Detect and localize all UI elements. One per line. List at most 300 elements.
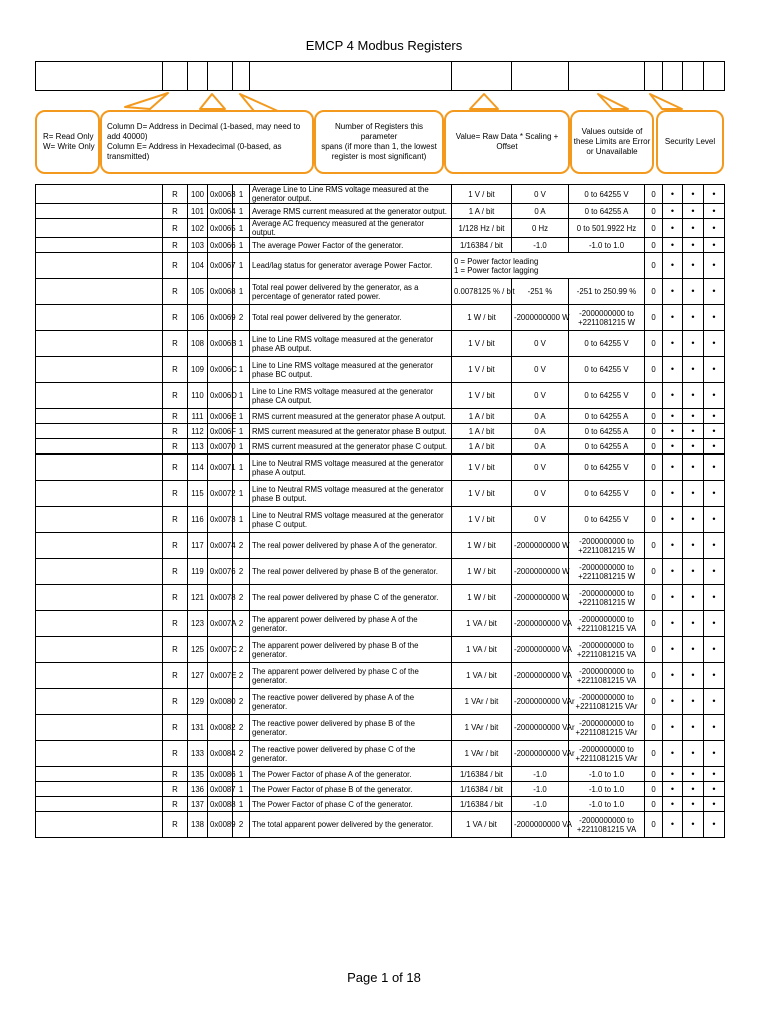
description-cell: The apparent power delivered by phase A of the generator. bbox=[250, 611, 452, 637]
security-dot-cell bbox=[663, 253, 683, 279]
security-dot-cell bbox=[663, 219, 683, 238]
offset-cell: -2000000000 W bbox=[512, 585, 569, 611]
bullet-icon: • bbox=[712, 205, 716, 216]
hex-address-cell: 0x0088 bbox=[208, 797, 233, 812]
security-dot-cell bbox=[683, 279, 704, 305]
access-cell: R bbox=[163, 559, 188, 585]
hex-address-cell: 0x0071 bbox=[208, 454, 233, 481]
header-cell bbox=[36, 62, 163, 91]
header-cell bbox=[208, 62, 233, 91]
offset-cell: -2000000000 VAr bbox=[512, 715, 569, 741]
offset-cell: -2000000000 W bbox=[512, 559, 569, 585]
security-dot-cell bbox=[663, 204, 683, 219]
bullet-icon: • bbox=[670, 819, 675, 829]
bullet-icon: • bbox=[712, 364, 716, 374]
security-dot-cell bbox=[683, 637, 704, 663]
bullet-icon: • bbox=[712, 338, 716, 348]
decimal-address-cell: 106 bbox=[188, 305, 208, 331]
bullet-icon: • bbox=[670, 768, 675, 779]
hex-address-cell: 0x007A bbox=[208, 611, 233, 637]
bullet-icon: • bbox=[712, 768, 716, 779]
scaling-cell: 1 W / bit bbox=[452, 533, 512, 559]
scaling-cell: 1 V / bit bbox=[452, 357, 512, 383]
scaling-cell: 1 VA / bit bbox=[452, 637, 512, 663]
scaling-cell: 1 V / bit bbox=[452, 185, 512, 204]
access-cell: R bbox=[163, 533, 188, 559]
scaling-cell: 1/16384 / bit bbox=[452, 238, 512, 253]
offset-cell: 0 V bbox=[512, 185, 569, 204]
range-cell: -2000000000 to +2211081215 VAr bbox=[569, 715, 645, 741]
security-dot-cell bbox=[683, 253, 704, 279]
blank-cell bbox=[36, 409, 163, 424]
scaling-cell: 1 W / bit bbox=[452, 559, 512, 585]
access-cell: R bbox=[163, 305, 188, 331]
access-cell: R bbox=[163, 585, 188, 611]
scaling-cell: 1 A / bit bbox=[452, 409, 512, 424]
offset-cell: 0 A bbox=[512, 439, 569, 455]
table-row bbox=[36, 559, 725, 585]
security-dot-cell bbox=[683, 204, 704, 219]
security-dot-cell bbox=[663, 305, 683, 331]
access-cell: R bbox=[163, 767, 188, 782]
table-row bbox=[36, 204, 725, 219]
bullet-icon: • bbox=[670, 540, 675, 550]
security-callout bbox=[656, 110, 724, 174]
description-cell: Average AC frequency measured at the generator output. bbox=[250, 219, 452, 238]
bullet-icon: • bbox=[691, 696, 695, 706]
offset-cell: 0 V bbox=[512, 357, 569, 383]
blank-cell bbox=[36, 185, 163, 204]
bullet-icon: • bbox=[712, 440, 716, 451]
bullet-icon: • bbox=[670, 425, 675, 436]
access-cell: R bbox=[163, 204, 188, 219]
decimal-address-cell: 135 bbox=[188, 767, 208, 782]
register-count-cell: 1 bbox=[233, 481, 250, 507]
blank-cell bbox=[36, 715, 163, 741]
offset-cell: -1.0 bbox=[512, 238, 569, 253]
header-cell bbox=[645, 62, 663, 91]
security-dot-cell bbox=[683, 689, 704, 715]
bullet-icon: • bbox=[712, 748, 716, 758]
decimal-address-cell: 109 bbox=[188, 357, 208, 383]
offset-cell: -2000000000 W bbox=[512, 533, 569, 559]
page-title: EMCP 4 Modbus Registers bbox=[305, 38, 463, 53]
security-dot-cell bbox=[704, 533, 725, 559]
security-dot-cell bbox=[663, 331, 683, 357]
range-cell: -2000000000 to +2211081215 VA bbox=[569, 637, 645, 663]
hex-address-cell: 0x0086 bbox=[208, 767, 233, 782]
range-cell: -1.0 to 1.0 bbox=[569, 238, 645, 253]
description-cell: Line to Neutral RMS voltage measured at the generator phase C output. bbox=[250, 507, 452, 533]
access-cell: R bbox=[163, 409, 188, 424]
scaling-cell: 1/16384 / bit bbox=[452, 767, 512, 782]
bullet-icon: • bbox=[712, 540, 716, 550]
raw-data-cell: 0 = Power factor leading 1 = Power factor lagging bbox=[452, 253, 645, 279]
security-dot-cell bbox=[704, 305, 725, 331]
description-cell: Average RMS current measured at the generator output. bbox=[250, 204, 452, 219]
range-cell: -1.0 to 1.0 bbox=[569, 782, 645, 797]
security-dot-cell bbox=[683, 357, 704, 383]
bullet-icon: • bbox=[691, 670, 695, 680]
security-dot-cell bbox=[663, 797, 683, 812]
table-row bbox=[36, 689, 725, 715]
security-dot-cell bbox=[683, 331, 704, 357]
hex-address-cell: 0x0089 bbox=[208, 812, 233, 838]
access-cell: R bbox=[163, 357, 188, 383]
blank-cell bbox=[36, 481, 163, 507]
security-dot-cell bbox=[683, 481, 704, 507]
offset-cell: -251 % bbox=[512, 279, 569, 305]
bullet-icon: • bbox=[691, 425, 695, 436]
table-row bbox=[36, 185, 725, 204]
access-callout bbox=[35, 110, 100, 174]
range-cell: 0 to 64255 V bbox=[569, 357, 645, 383]
blank-cell bbox=[36, 204, 163, 219]
decimal-address-cell: 114 bbox=[188, 454, 208, 481]
access-cell: R bbox=[163, 185, 188, 204]
scaling-cell: 1 V / bit bbox=[452, 454, 512, 481]
security-dot-cell bbox=[663, 279, 683, 305]
register-count-cell: 1 bbox=[233, 219, 250, 238]
table-row bbox=[36, 741, 725, 767]
bullet-icon: • bbox=[712, 696, 716, 706]
security-min-cell: 0 bbox=[645, 559, 663, 585]
hex-address-cell: 0x0076 bbox=[208, 559, 233, 585]
bullet-icon: • bbox=[691, 205, 695, 216]
offset-cell: 0 Hz bbox=[512, 219, 569, 238]
bullet-icon: • bbox=[670, 783, 675, 794]
description-cell: The reactive power delivered by phase C of the generator. bbox=[250, 741, 452, 767]
access-legend-text: R= Read Only W= Write Only bbox=[43, 132, 95, 151]
security-dot-cell bbox=[683, 424, 704, 439]
security-min-cell: 0 bbox=[645, 383, 663, 409]
bullet-icon: • bbox=[712, 286, 716, 296]
range-cell: -2000000000 to +2211081215 VA bbox=[569, 611, 645, 637]
blank-cell bbox=[36, 741, 163, 767]
register-count-cell: 1 bbox=[233, 253, 250, 279]
description-cell: The Power Factor of phase C of the generator. bbox=[250, 797, 452, 812]
bullet-icon: • bbox=[712, 222, 716, 233]
offset-cell: 0 V bbox=[512, 507, 569, 533]
range-cell: 0 to 64255 A bbox=[569, 204, 645, 219]
security-min-cell: 0 bbox=[645, 611, 663, 637]
security-dot-cell bbox=[683, 185, 704, 204]
header-cell bbox=[233, 62, 250, 91]
security-min-cell: 0 bbox=[645, 219, 663, 238]
bullet-icon: • bbox=[670, 205, 675, 216]
table-row bbox=[36, 637, 725, 663]
register-count-cell: 2 bbox=[233, 715, 250, 741]
table-row bbox=[36, 533, 725, 559]
decimal-address-cell: 121 bbox=[188, 585, 208, 611]
table-row bbox=[36, 481, 725, 507]
blank-cell bbox=[36, 689, 163, 715]
security-dot-cell bbox=[683, 782, 704, 797]
range-cell: 0 to 64255 V bbox=[569, 454, 645, 481]
access-cell: R bbox=[163, 689, 188, 715]
offset-cell: -1.0 bbox=[512, 797, 569, 812]
header-cell bbox=[569, 62, 645, 91]
register-count-cell: 2 bbox=[233, 637, 250, 663]
decimal-address-cell: 116 bbox=[188, 507, 208, 533]
decimal-address-cell: 138 bbox=[188, 812, 208, 838]
bullet-icon: • bbox=[670, 239, 675, 250]
bullet-icon: • bbox=[670, 222, 675, 233]
bullet-icon: • bbox=[712, 260, 716, 270]
hex-address-cell: 0x0064 bbox=[208, 204, 233, 219]
description-cell: Line to Neutral RMS voltage measured at the generator phase B output. bbox=[250, 481, 452, 507]
security-min-cell: 0 bbox=[645, 741, 663, 767]
register-count-cell: 2 bbox=[233, 741, 250, 767]
table-row bbox=[36, 797, 725, 812]
security-min-cell: 0 bbox=[645, 637, 663, 663]
hex-address-cell: 0x0067 bbox=[208, 253, 233, 279]
range-cell: -2000000000 to +2211081215 W bbox=[569, 559, 645, 585]
decimal-address-cell: 110 bbox=[188, 383, 208, 409]
table-row bbox=[36, 715, 725, 741]
hex-address-cell: 0x006B bbox=[208, 331, 233, 357]
description-cell: RMS current measured at the generator phase B output. bbox=[250, 424, 452, 439]
range-cell: 0 to 64255 A bbox=[569, 439, 645, 455]
range-cell: -2000000000 to +2211081215 VA bbox=[569, 663, 645, 689]
table-row bbox=[36, 331, 725, 357]
scaling-cell: 0.0078125 % / bit bbox=[452, 279, 512, 305]
description-cell: The apparent power delivered by phase B of the generator. bbox=[250, 637, 452, 663]
page-number: Page 1 of 18 bbox=[347, 970, 421, 985]
blank-cell bbox=[36, 357, 163, 383]
range-cell: -2000000000 to +2211081215 VA bbox=[569, 812, 645, 838]
security-dot-cell bbox=[663, 481, 683, 507]
register-count-cell: 2 bbox=[233, 305, 250, 331]
blank-cell bbox=[36, 219, 163, 238]
blank-cell bbox=[36, 439, 163, 455]
security-dot-cell bbox=[704, 331, 725, 357]
security-min-cell: 0 bbox=[645, 424, 663, 439]
range-cell: -2000000000 to +2211081215 W bbox=[569, 585, 645, 611]
range-cell: 0 to 64255 V bbox=[569, 507, 645, 533]
hex-address-cell: 0x006F bbox=[208, 424, 233, 439]
bullet-icon: • bbox=[691, 488, 695, 498]
blank-cell bbox=[36, 279, 163, 305]
decimal-address-cell: 108 bbox=[188, 331, 208, 357]
access-cell: R bbox=[163, 663, 188, 689]
hex-address-cell: 0x006C bbox=[208, 357, 233, 383]
security-dot-cell bbox=[704, 741, 725, 767]
security-dot-cell bbox=[704, 219, 725, 238]
bullet-icon: • bbox=[670, 696, 675, 706]
register-count-cell: 2 bbox=[233, 812, 250, 838]
access-cell: R bbox=[163, 611, 188, 637]
bullet-icon: • bbox=[691, 260, 695, 270]
access-cell: R bbox=[163, 481, 188, 507]
blank-cell bbox=[36, 767, 163, 782]
register-count-cell: 2 bbox=[233, 585, 250, 611]
table-row bbox=[36, 663, 725, 689]
table-row bbox=[36, 585, 725, 611]
security-dot-cell bbox=[663, 357, 683, 383]
range-cell: -2000000000 to +2211081215 W bbox=[569, 305, 645, 331]
header-cell bbox=[663, 62, 683, 91]
security-dot-cell bbox=[683, 409, 704, 424]
offset-cell: -1.0 bbox=[512, 767, 569, 782]
bullet-icon: • bbox=[691, 618, 695, 628]
security-dot-cell bbox=[683, 585, 704, 611]
decimal-address-cell: 111 bbox=[188, 409, 208, 424]
description-cell: Total real power delivered by the generator, as a percentage of generator rated power. bbox=[250, 279, 452, 305]
decimal-address-cell: 125 bbox=[188, 637, 208, 663]
decimal-address-cell: 102 bbox=[188, 219, 208, 238]
value-legend-text: Value= Raw Data * Scaling + Offset bbox=[455, 132, 559, 151]
scaling-cell: 1 VA / bit bbox=[452, 663, 512, 689]
range-cell: 0 to 64255 V bbox=[569, 185, 645, 204]
table-row bbox=[36, 383, 725, 409]
security-min-cell: 0 bbox=[645, 663, 663, 689]
register-rows bbox=[36, 185, 725, 838]
register-count-cell: 1 bbox=[233, 279, 250, 305]
description-cell: Lead/lag status for generator average Power Factor. bbox=[250, 253, 452, 279]
offset-cell: -1.0 bbox=[512, 782, 569, 797]
bullet-icon: • bbox=[670, 188, 675, 199]
security-dot-cell bbox=[663, 383, 683, 409]
offset-cell: 0 V bbox=[512, 331, 569, 357]
range-cell: 0 to 64255 A bbox=[569, 409, 645, 424]
decimal-address-cell: 100 bbox=[188, 185, 208, 204]
bullet-icon: • bbox=[712, 819, 716, 829]
security-dot-cell bbox=[704, 439, 725, 455]
bullet-icon: • bbox=[712, 566, 716, 576]
bullet-icon: • bbox=[712, 514, 716, 524]
blank-cell bbox=[36, 454, 163, 481]
access-cell: R bbox=[163, 797, 188, 812]
description-cell: Line to Neutral RMS voltage measured at the generator phase A output. bbox=[250, 454, 452, 481]
address-legend-text: Column D= Address in Decimal (1-based, may need to add 40000) Column E= Address in Hexadecimal (0-based, as transmitted) bbox=[107, 122, 301, 161]
blank-cell bbox=[36, 305, 163, 331]
bullet-icon: • bbox=[691, 819, 695, 829]
bullet-icon: • bbox=[691, 410, 695, 421]
table-row bbox=[36, 219, 725, 238]
decimal-address-cell: 127 bbox=[188, 663, 208, 689]
bullet-icon: • bbox=[670, 722, 675, 732]
blank-cell bbox=[36, 782, 163, 797]
security-dot-cell bbox=[704, 424, 725, 439]
bullet-icon: • bbox=[691, 783, 695, 794]
offset-cell: 0 V bbox=[512, 454, 569, 481]
security-dot-cell bbox=[683, 715, 704, 741]
security-dot-cell bbox=[704, 767, 725, 782]
access-cell: R bbox=[163, 454, 188, 481]
security-legend-text: Security Level bbox=[664, 137, 716, 146]
security-dot-cell bbox=[704, 481, 725, 507]
security-min-cell: 0 bbox=[645, 409, 663, 424]
bullet-icon: • bbox=[712, 188, 716, 199]
security-min-cell: 0 bbox=[645, 279, 663, 305]
register-count-cell: 1 bbox=[233, 782, 250, 797]
security-dot-cell bbox=[704, 611, 725, 637]
description-cell: Total real power delivered by the generator. bbox=[250, 305, 452, 331]
register-count-cell: 1 bbox=[233, 383, 250, 409]
description-cell: Line to Line RMS voltage measured at the generator phase CA output. bbox=[250, 383, 452, 409]
security-dot-cell bbox=[704, 689, 725, 715]
access-cell: R bbox=[163, 812, 188, 838]
bullet-icon: • bbox=[691, 364, 695, 374]
security-dot-cell bbox=[663, 812, 683, 838]
bullet-icon: • bbox=[691, 768, 695, 779]
range-cell: -1.0 to 1.0 bbox=[569, 767, 645, 782]
header-cell bbox=[512, 62, 569, 91]
security-dot-cell bbox=[683, 454, 704, 481]
bullet-icon: • bbox=[691, 798, 695, 809]
hex-address-cell: 0x0069 bbox=[208, 305, 233, 331]
scaling-cell: 1 A / bit bbox=[452, 439, 512, 455]
value-callout bbox=[444, 110, 570, 174]
limits-legend-text: Values outside of these Limits are Error or Unavailable bbox=[573, 127, 651, 156]
bullet-icon: • bbox=[670, 514, 675, 524]
bullet-icon: • bbox=[670, 670, 675, 680]
range-cell: 0 to 64255 V bbox=[569, 331, 645, 357]
description-cell: The real power delivered by phase C of the generator. bbox=[250, 585, 452, 611]
security-min-cell: 0 bbox=[645, 331, 663, 357]
header-cell bbox=[188, 62, 208, 91]
decimal-address-cell: 115 bbox=[188, 481, 208, 507]
bullet-icon: • bbox=[670, 286, 675, 296]
scaling-cell: 1 W / bit bbox=[452, 305, 512, 331]
security-min-cell: 0 bbox=[645, 439, 663, 455]
registers-callout bbox=[314, 110, 444, 174]
blank-cell bbox=[36, 812, 163, 838]
security-min-cell: 0 bbox=[645, 507, 663, 533]
bullet-icon: • bbox=[691, 338, 695, 348]
scaling-cell: 1 VAr / bit bbox=[452, 741, 512, 767]
security-dot-cell bbox=[663, 409, 683, 424]
security-dot-cell bbox=[704, 409, 725, 424]
decimal-address-cell: 119 bbox=[188, 559, 208, 585]
bullet-icon: • bbox=[691, 239, 695, 250]
scaling-cell: 1 VA / bit bbox=[452, 812, 512, 838]
security-min-cell: 0 bbox=[645, 797, 663, 812]
bullet-icon: • bbox=[712, 425, 716, 436]
description-cell: Average Line to Line RMS voltage measured at the generator output. bbox=[250, 185, 452, 204]
security-dot-cell bbox=[683, 741, 704, 767]
offset-cell: 0 A bbox=[512, 424, 569, 439]
offset-cell: -2000000000 VA bbox=[512, 637, 569, 663]
register-count-cell: 2 bbox=[233, 689, 250, 715]
register-count-cell: 1 bbox=[233, 204, 250, 219]
table-row bbox=[36, 253, 725, 279]
security-dot-cell bbox=[704, 637, 725, 663]
register-count-cell: 2 bbox=[233, 533, 250, 559]
description-cell: RMS current measured at the generator phase A output. bbox=[250, 409, 452, 424]
security-dot-cell bbox=[704, 812, 725, 838]
blank-cell bbox=[36, 533, 163, 559]
access-cell: R bbox=[163, 782, 188, 797]
access-cell: R bbox=[163, 741, 188, 767]
hex-address-cell: 0x0072 bbox=[208, 481, 233, 507]
description-cell: The Power Factor of phase A of the generator. bbox=[250, 767, 452, 782]
hex-address-cell: 0x0063 bbox=[208, 185, 233, 204]
scaling-cell: 1 V / bit bbox=[452, 331, 512, 357]
security-dot-cell bbox=[704, 782, 725, 797]
bullet-icon: • bbox=[712, 618, 716, 628]
blank-cell bbox=[36, 424, 163, 439]
hex-address-cell: 0x0080 bbox=[208, 689, 233, 715]
decimal-address-cell: 123 bbox=[188, 611, 208, 637]
register-count-cell: 1 bbox=[233, 409, 250, 424]
register-count-cell: 1 bbox=[233, 331, 250, 357]
security-dot-cell bbox=[704, 238, 725, 253]
header-row bbox=[36, 62, 725, 91]
bullet-icon: • bbox=[670, 364, 675, 374]
scaling-cell: 1 VAr / bit bbox=[452, 689, 512, 715]
